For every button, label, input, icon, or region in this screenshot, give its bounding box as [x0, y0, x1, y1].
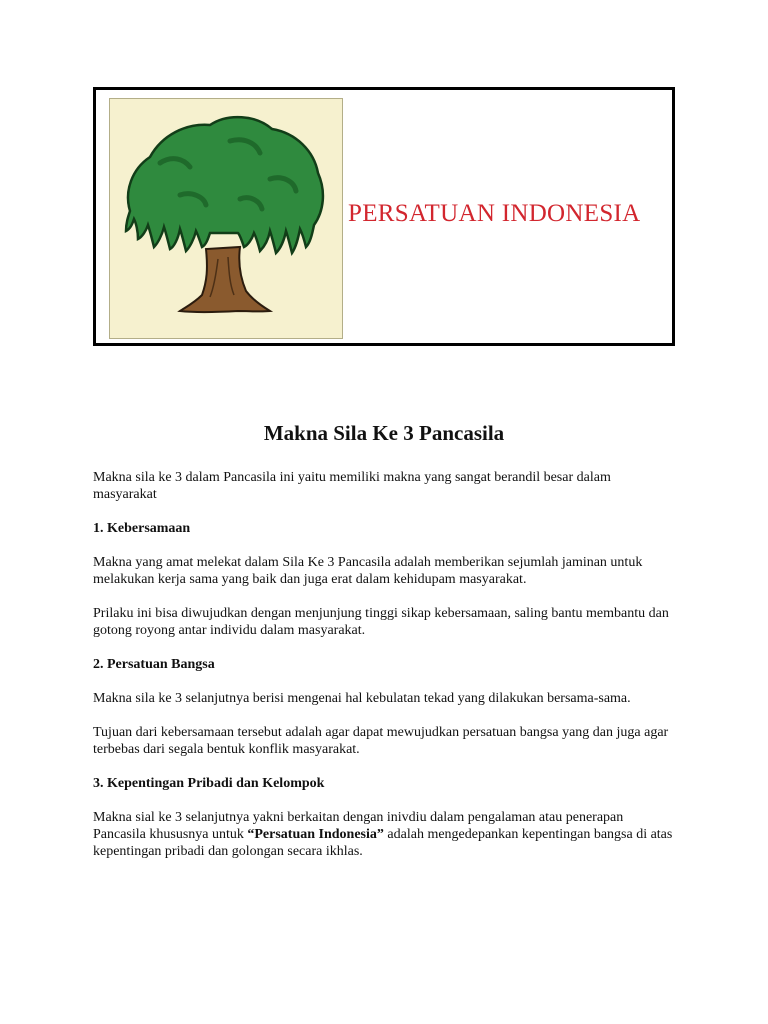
- emblem-panel: [109, 98, 343, 339]
- section-2-paragraph-1: Makna sila ke 3 selanjutnya berisi mengenai hal kebulatan tekad yang dilakukan bersama-sama.: [93, 691, 631, 706]
- intro-paragraph: Makna sila ke 3 dalam Pancasila ini yaitu memiliki makna yang sangat berandil besar dalam masyarakat: [93, 470, 611, 502]
- section-1-paragraph-1: Makna yang amat melekat dalam Sila Ke 3 Pancasila adalah memberikan sejumlah jaminan untuk melakukan kerja sama yang baik dan juga erat dalam kehidupam masyarakat.: [93, 555, 643, 587]
- page-title: Makna Sila Ke 3 Pancasila: [263, 421, 505, 445]
- section-2-paragraph-2: Tujuan dari kebersamaan tersebut adalah agar dapat mewujudkan persatuan bangsa yang dan juga agar terbebas dari segala bentuk konflik masyarakat.: [93, 725, 669, 757]
- sila-banner: [93, 87, 675, 346]
- section-3-paragraph: [93, 809, 675, 860]
- section-heading-3: 3. Kepentingan Pribadi dan Kelompok: [93, 776, 325, 791]
- banner-title: PERSATUAN INDONESIA: [348, 200, 641, 227]
- document-body: [93, 420, 675, 877]
- section-3-text-end: adalah mengedepankan kepentingan bangsa di atas kepentingan pribadi dan golongan secara ikhlas.: [93, 827, 673, 859]
- banyan-tree-icon: [110, 99, 342, 338]
- section-3-text-start: Makna sial ke 3 selanjutnya yakni berkaitan dengan inivdiu dalam pengalaman atau penerapan Pancasila khususnya untuk: [93, 810, 624, 842]
- section-1-paragraph-2: Prilaku ini bisa diwujudkan dengan menjunjung tinggi sikap kebersamaan, saling bantu membantu dan gotong royong antar individu dalam masyarakat.: [93, 606, 669, 638]
- section-heading-2: 2. Persatuan Bangsa: [93, 657, 215, 672]
- section-heading-1: 1. Kebersamaan: [93, 521, 191, 536]
- section-3-emphasis: “Persatuan Indonesia”: [247, 827, 384, 842]
